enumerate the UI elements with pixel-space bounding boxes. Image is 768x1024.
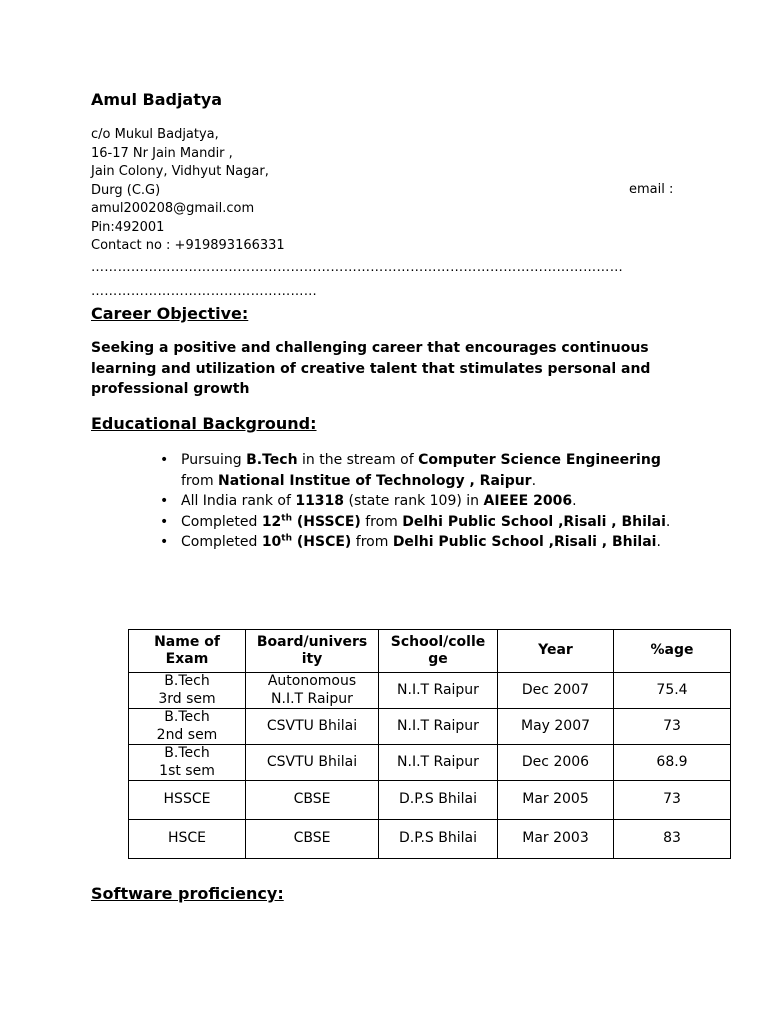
superscript: th — [281, 533, 293, 544]
email-address: amul200208@gmail.com — [91, 201, 255, 216]
cell-exam: B.Tech 2nd sem — [129, 709, 246, 745]
cell-year: Mar 2003 — [498, 820, 614, 859]
bullet-text: All India rank of — [181, 493, 296, 509]
bullet-bold: (HSCE) — [292, 534, 352, 550]
bullet-text: in the stream of — [297, 452, 419, 468]
table-row — [129, 820, 731, 859]
bullet-bold: National Institue of Technology , Raipur — [218, 472, 532, 489]
bullet-bold: AIEEE 2006 — [483, 493, 573, 509]
list-item — [160, 450, 680, 491]
bullet-bold: 12 — [261, 513, 282, 530]
cell-exam: HSSCE — [129, 781, 246, 820]
bullet-text: . — [665, 513, 671, 530]
cell-percentage: 73 — [614, 709, 731, 745]
bullet-text: . — [572, 493, 577, 509]
column-header-school: School/colle ge — [379, 630, 498, 673]
address-line: Jain Colony, Vidhyut Nagar, — [91, 164, 269, 179]
cell-board: CBSE — [246, 820, 379, 859]
cell-year: May 2007 — [498, 709, 614, 745]
table-row — [129, 709, 731, 745]
address-block — [91, 126, 285, 256]
bullet-text: . — [656, 534, 661, 550]
list-item — [160, 512, 680, 533]
bullet-text: Pursuing — [181, 452, 247, 468]
table-row — [129, 745, 731, 781]
address-line: Durg (C.G) — [91, 182, 161, 198]
superscript: th — [281, 512, 293, 523]
bullet-bold: B.Tech — [246, 452, 298, 468]
bullet-bold: 10 — [261, 534, 282, 550]
career-objective-text: Seeking a positive and challenging career that encourages continuous learning and utilization of creative talent that stimulates personal and professional growth — [91, 340, 651, 397]
dotted-separator: …………………………………………… — [91, 284, 318, 299]
bullet-bold: 11318 — [295, 493, 345, 509]
bullet-text: Completed — [181, 534, 262, 550]
bullet-text: from — [360, 513, 403, 530]
contact-number: Contact no : +919893166331 — [91, 238, 285, 253]
cell-exam: B.Tech 1st sem — [129, 745, 246, 781]
email-label: email : — [629, 182, 674, 197]
cell-board: CBSE — [246, 781, 379, 820]
bullet-bold: Delhi Public School ,Risali , Bhilai — [402, 513, 666, 530]
bullet-text: from — [351, 534, 393, 550]
bullet-text: Completed — [181, 513, 262, 530]
bullet-text: from — [181, 472, 219, 489]
cell-year: Dec 2006 — [498, 745, 614, 781]
cell-percentage: 73 — [614, 781, 731, 820]
column-header-board: Board/univers ity — [246, 630, 379, 673]
table-row — [129, 673, 731, 709]
bullet-bold: Computer Science Engineering — [418, 452, 661, 468]
cell-percentage: 68.9 — [614, 745, 731, 781]
list-item — [160, 532, 680, 553]
table-header-row — [129, 630, 731, 673]
cell-year: Dec 2007 — [498, 673, 614, 709]
cell-year: Mar 2005 — [498, 781, 614, 820]
cell-board: CSVTU Bhilai — [246, 709, 379, 745]
bullet-bold: (HSSCE) — [292, 513, 361, 530]
pin-code: Pin:492001 — [91, 219, 165, 235]
table-row — [129, 781, 731, 820]
cell-board: CSVTU Bhilai — [246, 745, 379, 781]
software-proficiency-heading: Software proficiency: — [91, 884, 284, 903]
dotted-separator: ………………………………………………………………………………………………………… — [91, 260, 623, 275]
cell-school: N.I.T Raipur — [379, 673, 498, 709]
column-header-year: Year — [498, 630, 614, 673]
cell-board: Autonomous N.I.T Raipur — [246, 673, 379, 709]
cell-school: D.P.S Bhilai — [379, 820, 498, 859]
education-table — [128, 629, 731, 859]
bullet-text: (state rank 109) in — [344, 493, 484, 509]
cell-school: N.I.T Raipur — [379, 709, 498, 745]
list-item — [160, 491, 680, 512]
candidate-name: Amul Badjatya — [91, 90, 223, 109]
address-line: 16-17 Nr Jain Mandir , — [91, 145, 233, 161]
cell-percentage: 83 — [614, 820, 731, 859]
cell-percentage: 75.4 — [614, 673, 731, 709]
cell-school: D.P.S Bhilai — [379, 781, 498, 820]
cell-exam: HSCE — [129, 820, 246, 859]
bullet-text: . — [531, 472, 537, 489]
column-header-percentage: %age — [614, 630, 731, 673]
column-header-exam: Name of Exam — [129, 630, 246, 673]
career-objective-heading: Career Objective: — [91, 304, 249, 323]
cell-school: N.I.T Raipur — [379, 745, 498, 781]
bullet-bold: Delhi Public School ,Risali , Bhilai — [392, 534, 657, 550]
education-bullet-list — [160, 450, 680, 553]
address-line: c/o Mukul Badjatya, — [91, 127, 219, 142]
education-heading: Educational Background: — [91, 414, 317, 433]
cell-exam: B.Tech 3rd sem — [129, 673, 246, 709]
